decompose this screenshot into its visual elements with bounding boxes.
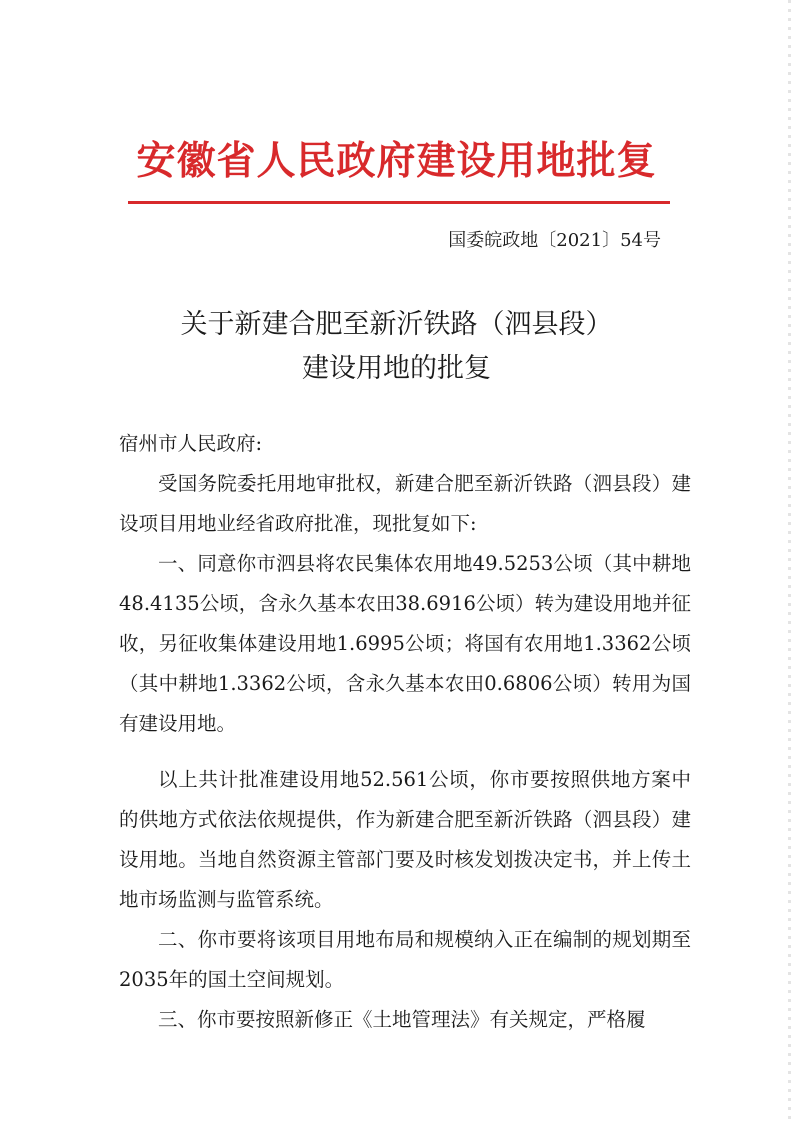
document-title-line-2: 建设用地的批复 bbox=[302, 353, 491, 384]
document-number: 国委皖政地〔2021〕54号 bbox=[448, 230, 661, 251]
header-red-rule bbox=[128, 201, 670, 204]
document-title-line-1: 关于新建合肥至新沂铁路（泗县段） bbox=[180, 309, 613, 340]
paragraph-total: 以上共计批准建设用地52.561公顷，你市要按照供地方案中的供地方式依法依规提供，作为新建合肥至新沂铁路（泗县段）建设用地。当地自然资源主管部门要及时核发划拨决定书，并上传土地市场监测与监管系统。 bbox=[119, 768, 691, 911]
paragraph-item-2: 二、你市要将该项目用地布局和规模纳入正在编制的规划期至2035年的国土空间规划。 bbox=[119, 928, 691, 991]
document-header-title: 安徽省人民政府建设用地批复 bbox=[136, 138, 657, 184]
document-body bbox=[119, 424, 691, 1040]
salutation: 宿州市人民政府: bbox=[119, 432, 263, 455]
paragraph-item-3: 三、你市要按照新修正《土地管理法》有关规定，严格履 bbox=[158, 1008, 646, 1031]
paragraph-intro: 受国务院委托用地审批权，新建合肥至新沂铁路（泗县段）建设项目用地业经省政府批准，现批复如下: bbox=[119, 472, 691, 535]
paragraph-gap bbox=[119, 744, 691, 760]
paragraph-item-1: 一、同意你市泗县将农民集体农用地49.5253公顷（其中耕地48.4135公顷，含永久基本农田38.6916公顷）转为建设用地并征收，另征收集体建设用地1.6995公顷；将国有农用地1.3362公顷（其中耕地1.3362公顷，含永久基本农田0.6806公顷）转用为国有建设用地。 bbox=[119, 552, 691, 735]
